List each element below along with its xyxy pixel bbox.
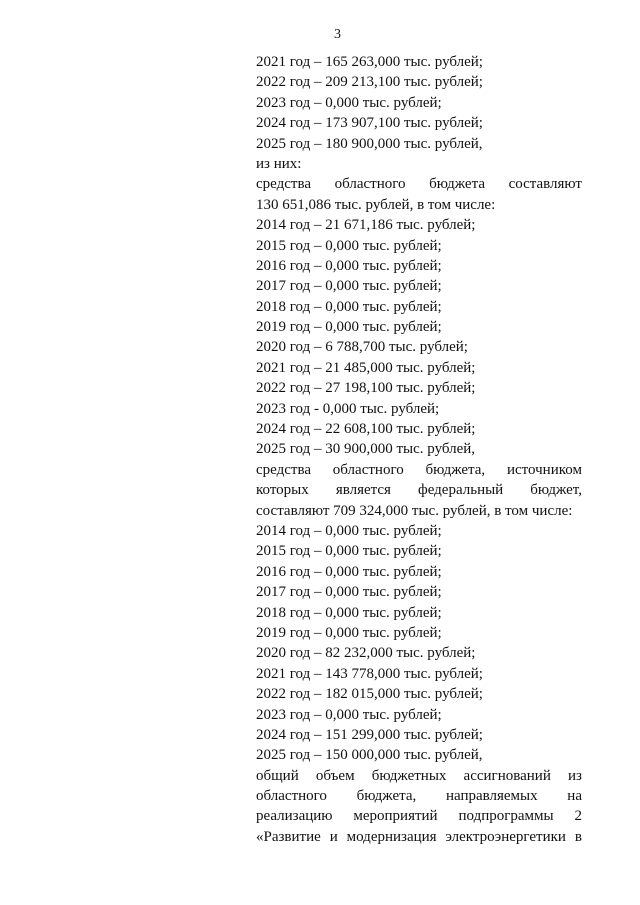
text-line: 2016 год – 0,000 тыс. рублей;: [256, 257, 442, 274]
word: которых: [256, 482, 309, 499]
word: областного: [256, 788, 327, 805]
text-line: 2023 год - 0,000 тыс. рублей;: [256, 400, 440, 417]
justified-text-line: [256, 766, 582, 786]
text-line: составляют 709 324,000 тыс. рублей, в том числе:: [256, 502, 573, 519]
word: ассигнований: [463, 767, 551, 784]
word: на: [567, 788, 582, 805]
word: мероприятий: [353, 808, 438, 825]
text-line: 2024 год – 22 608,100 тыс. рублей;: [256, 421, 476, 438]
text-line: 2017 год – 0,000 тыс. рублей;: [256, 584, 442, 601]
word: бюджет,: [530, 482, 582, 499]
text-line: 2022 год – 182 015,000 тыс. рублей;: [256, 686, 483, 703]
word: объем: [315, 767, 355, 784]
text-line: 2025 год – 180 900,000 тыс. рублей,: [256, 135, 483, 152]
justified-text-line: [256, 480, 582, 500]
text-line: 2018 год – 0,000 тыс. рублей;: [256, 298, 442, 315]
word: источником: [506, 461, 582, 478]
word: общий: [256, 767, 299, 784]
word: средства: [256, 461, 312, 478]
text-line: 2020 год – 82 232,000 тыс. рублей;: [256, 645, 476, 662]
word: бюджетных: [371, 767, 447, 784]
text-line: 2015 год – 0,000 тыс. рублей;: [256, 543, 442, 560]
word: электроэнергетики: [445, 828, 566, 845]
document-body: [256, 52, 582, 847]
text-line: 2024 год – 173 907,100 тыс. рублей;: [256, 115, 483, 132]
text-line: 2014 год – 0,000 тыс. рублей;: [256, 522, 442, 539]
word: бюджета,: [425, 461, 486, 478]
text-line: 2017 год – 0,000 тыс. рублей;: [256, 278, 442, 295]
text-line: 2025 год – 150 000,000 тыс. рублей,: [256, 747, 483, 764]
justified-text-line: [256, 174, 582, 194]
justified-text-line: [256, 460, 582, 480]
word: «Развитие: [256, 828, 321, 845]
word: направляемых: [445, 788, 538, 805]
text-line: 2021 год – 21 485,000 тыс. рублей;: [256, 359, 476, 376]
text-line: 2019 год – 0,000 тыс. рублей;: [256, 319, 442, 336]
text-line: 2022 год – 209 213,100 тыс. рублей;: [256, 74, 483, 91]
justified-text-line: [256, 786, 582, 806]
text-line: 2024 год – 151 299,000 тыс. рублей;: [256, 726, 483, 743]
word: реализацию: [256, 808, 333, 825]
word: средства: [256, 176, 312, 193]
word: бюджета: [429, 176, 485, 193]
text-line: 2018 год – 0,000 тыс. рублей;: [256, 604, 442, 621]
text-line: 130 651,086 тыс. рублей, в том числе:: [256, 196, 496, 213]
text-line: 2020 год – 6 788,700 тыс. рублей;: [256, 339, 468, 356]
word: составляют: [508, 176, 582, 193]
text-line: 2021 год – 143 778,000 тыс. рублей;: [256, 665, 483, 682]
text-line: 2022 год – 27 198,100 тыс. рублей;: [256, 380, 476, 397]
page-number: 3: [334, 27, 341, 42]
text-line: 2025 год – 30 900,000 тыс. рублей,: [256, 441, 476, 458]
text-line: 2016 год – 0,000 тыс. рублей;: [256, 563, 442, 580]
text-line: 2023 год – 0,000 тыс. рублей;: [256, 94, 442, 111]
word: федеральный: [417, 482, 504, 499]
text-line: 2019 год – 0,000 тыс. рублей;: [256, 624, 442, 641]
word: в: [574, 828, 582, 845]
text-line: 2014 год – 21 671,186 тыс. рублей;: [256, 217, 476, 234]
word: подпрограммы: [458, 808, 554, 825]
text-line: из них:: [256, 155, 302, 172]
word: 2: [574, 808, 582, 825]
text-line: 2015 год – 0,000 тыс. рублей;: [256, 237, 442, 254]
justified-text-line: [256, 827, 582, 847]
word: и: [329, 828, 338, 845]
justified-text-line: [256, 806, 582, 826]
word: является: [335, 482, 391, 499]
word: из: [568, 767, 582, 784]
word: бюджета,: [356, 788, 417, 805]
word: областного: [332, 461, 404, 478]
word: областного: [334, 176, 406, 193]
text-line: 2023 год – 0,000 тыс. рублей;: [256, 706, 442, 723]
text-line: 2021 год – 165 263,000 тыс. рублей;: [256, 54, 483, 70]
word: модернизация: [346, 828, 437, 845]
